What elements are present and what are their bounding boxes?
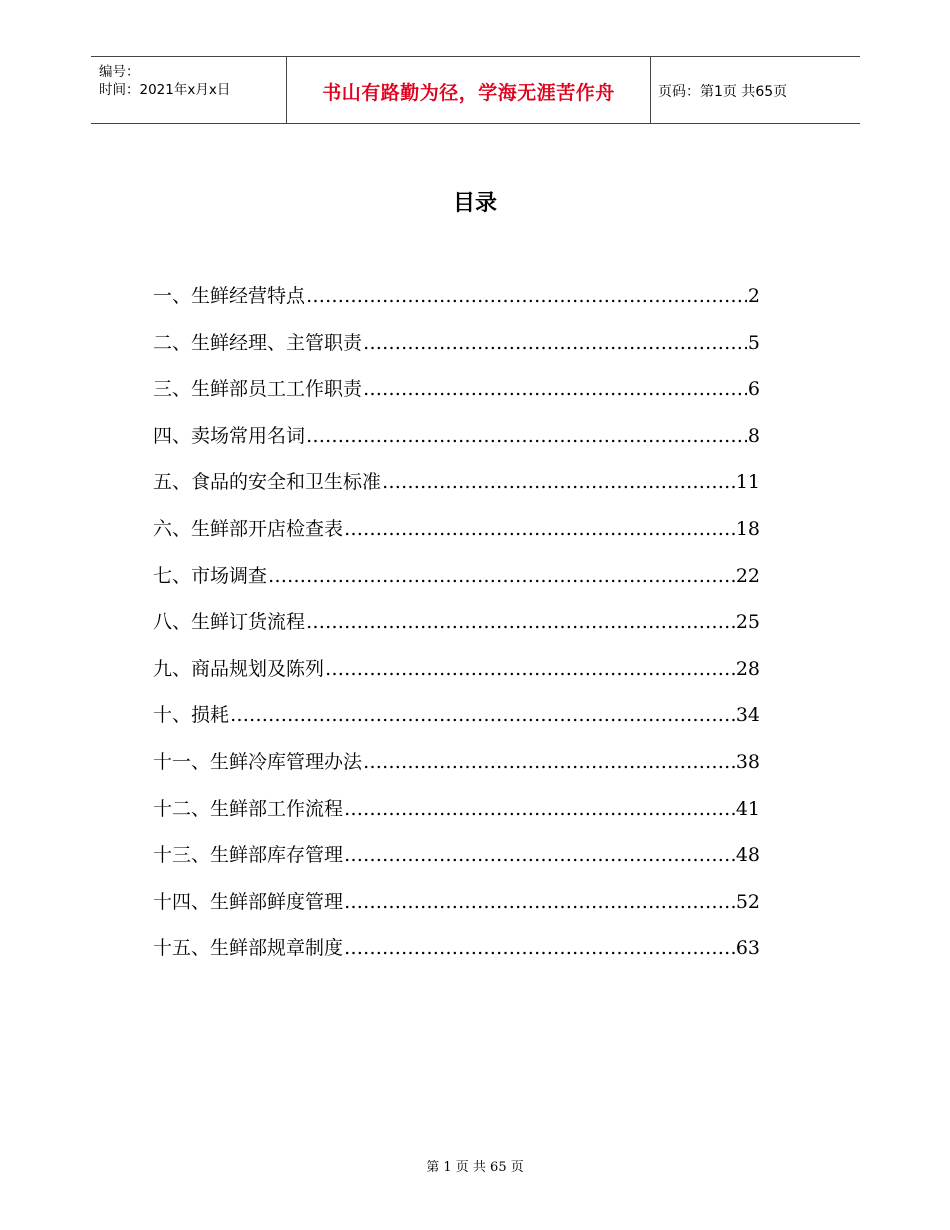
- toc-entry[interactable]: [153, 280, 760, 327]
- toc-entry[interactable]: [153, 839, 760, 886]
- toc-entry-label: 三、生鲜部员工工作职责: [153, 378, 363, 401]
- toc-entry-page-number: 6: [747, 378, 760, 401]
- toc-entry-label: 十二、生鲜部工作流程: [153, 797, 344, 820]
- toc-entry[interactable]: [153, 560, 760, 607]
- toc-entry[interactable]: [153, 653, 760, 700]
- toc-entry-page-number: 34: [735, 704, 760, 727]
- header-page-cell: [650, 57, 860, 123]
- toc-entry-page-number: 11: [735, 471, 760, 494]
- toc-leader-dots: [230, 699, 735, 731]
- toc-entry[interactable]: [153, 373, 760, 420]
- toc-entry-label: 四、卖场常用名词: [153, 424, 306, 447]
- toc-entry-label: 七、市场调查: [153, 564, 268, 587]
- header-page-code: 页码：第1页 共65页: [658, 84, 788, 100]
- toc-entry-page-number: 22: [735, 564, 760, 587]
- header-motto: 书山有路勤为径，学海无涯苦作舟: [322, 82, 615, 104]
- toc-entry-label: 二、生鲜经理、主管职责: [153, 331, 363, 354]
- toc-leader-dots: [306, 420, 747, 452]
- header-motto-cell: [286, 57, 651, 123]
- toc-entry-page-number: 41: [735, 797, 760, 820]
- toc-leader-dots: [306, 280, 747, 312]
- toc-leader-dots: [382, 466, 735, 498]
- toc-leader-dots: [344, 932, 735, 964]
- toc-entry-page-number: 8: [747, 424, 760, 447]
- page-title: 目录: [452, 191, 497, 216]
- toc-entry-page-number: 48: [735, 844, 760, 867]
- toc-entry[interactable]: [153, 513, 760, 560]
- toc-entry[interactable]: [153, 793, 760, 840]
- toc-entry-label: 十三、生鲜部库存管理: [153, 844, 344, 867]
- toc-entry-label: 一、生鲜经营特点: [153, 285, 306, 307]
- toc-entry[interactable]: [153, 606, 760, 653]
- toc-entry[interactable]: [153, 886, 760, 933]
- table-of-contents: [153, 280, 760, 979]
- toc-leader-dots: [268, 560, 735, 592]
- toc-leader-dots: [344, 513, 735, 545]
- toc-entry-label: 十五、生鲜部规章制度: [153, 937, 344, 960]
- page-header: [91, 56, 860, 124]
- toc-entry-label: 六、生鲜部开店检查表: [153, 517, 344, 540]
- toc-entry-page-number: 5: [747, 331, 760, 354]
- document-time-label: 时间：2021年x月x日: [99, 82, 231, 98]
- header-info-cell: [91, 57, 286, 123]
- toc-entry-page-number: 28: [735, 657, 760, 680]
- toc-entry[interactable]: [153, 932, 760, 979]
- toc-entry-label: 十、损耗: [153, 704, 230, 727]
- toc-leader-dots: [325, 653, 735, 685]
- toc-leader-dots: [363, 746, 735, 778]
- toc-entry-page-number: 25: [735, 611, 760, 634]
- toc-leader-dots: [344, 839, 735, 871]
- toc-entry[interactable]: [153, 327, 760, 374]
- toc-leader-dots: [363, 327, 747, 359]
- toc-entry[interactable]: [153, 420, 760, 467]
- document-number-label: 编号：: [99, 64, 140, 80]
- page-footer: 第 1 页 共 65 页: [426, 1160, 524, 1175]
- toc-entry[interactable]: [153, 699, 760, 746]
- toc-leader-dots: [363, 373, 747, 405]
- toc-entry[interactable]: [153, 466, 760, 513]
- toc-leader-dots: [306, 606, 735, 638]
- toc-entry-page-number: 18: [735, 517, 760, 540]
- toc-entry-label: 五、食品的安全和卫生标准: [153, 471, 382, 494]
- toc-entry-page-number: 2: [747, 285, 760, 307]
- toc-entry-label: 九、商品规划及陈列: [153, 657, 325, 680]
- toc-entry-label: 十一、生鲜冷库管理办法: [153, 750, 363, 773]
- toc-entry-label: 十四、生鲜部鲜度管理: [153, 890, 344, 913]
- toc-leader-dots: [344, 793, 735, 825]
- toc-entry-label: 八、生鲜订货流程: [153, 611, 306, 634]
- toc-entry[interactable]: [153, 746, 760, 793]
- toc-leader-dots: [344, 886, 735, 918]
- toc-entry-page-number: 63: [735, 937, 760, 960]
- toc-entry-page-number: 38: [735, 750, 760, 773]
- toc-entry-page-number: 52: [735, 890, 760, 913]
